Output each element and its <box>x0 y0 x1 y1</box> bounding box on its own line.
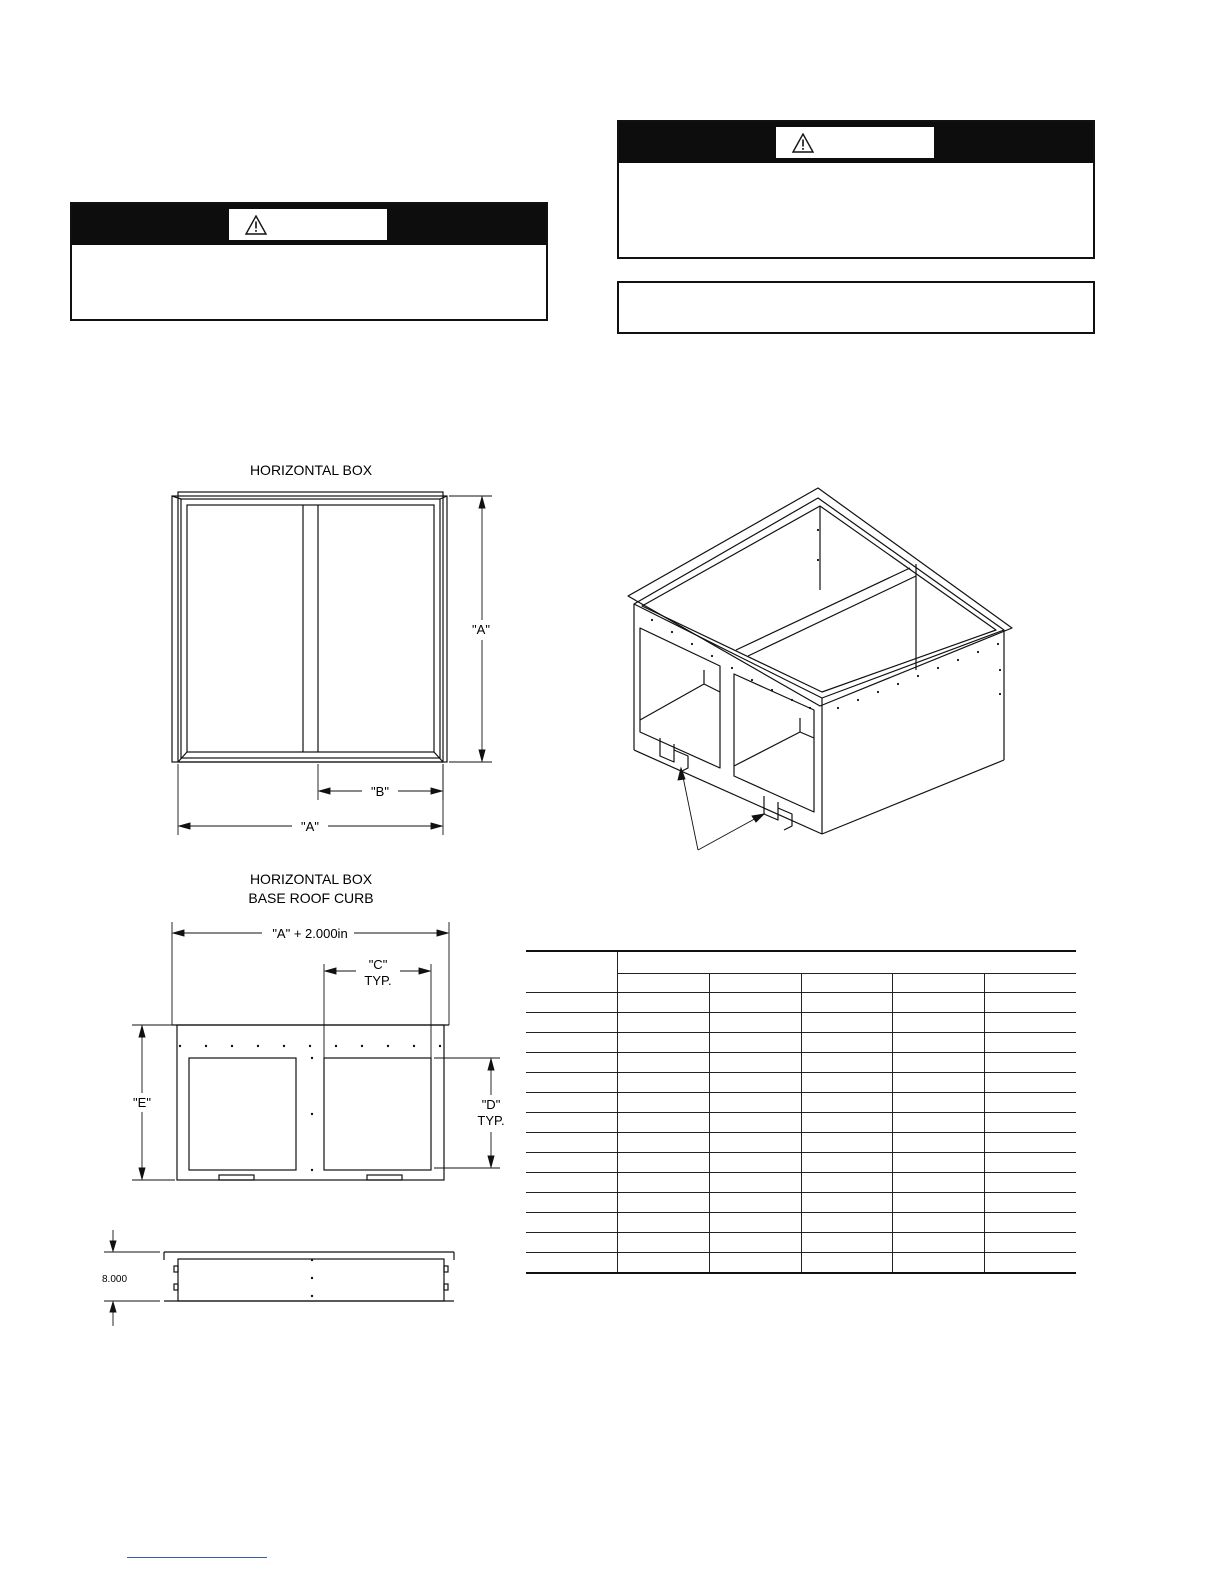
table-header-cell <box>526 951 617 993</box>
table-header-cell <box>709 974 801 993</box>
dim-a-vertical-label: "A" <box>472 622 490 637</box>
table-row <box>526 1173 1076 1193</box>
front-view-title-line-1: HORIZONTAL BOX <box>249 871 373 887</box>
front-view-body <box>172 1025 449 1180</box>
table-header-span-cell <box>617 951 1076 974</box>
dimension-table <box>526 950 1076 1274</box>
table-row <box>526 1073 1076 1093</box>
table-header-row <box>526 951 1076 974</box>
dim-a-plus-label: "A" + 2.000in <box>272 926 348 941</box>
note-box <box>617 281 1095 334</box>
top-view-frame <box>172 492 447 762</box>
curb-drawings-left <box>0 0 560 1400</box>
dim-a-horizontal-label: "A" <box>301 819 319 834</box>
table-row <box>526 1133 1076 1153</box>
dim-height-label: 8.000 <box>102 1274 128 1285</box>
table-header-cell <box>617 974 709 993</box>
table-row <box>526 1233 1076 1253</box>
curb-isometric-drawing <box>600 470 1060 870</box>
table-row <box>526 1013 1076 1033</box>
table-row <box>526 1053 1076 1073</box>
dim-b-label: "B" <box>371 784 389 799</box>
table-header-cell <box>801 974 892 993</box>
warning-label <box>776 127 934 158</box>
front-view-title-line-2: BASE ROOF CURB <box>248 890 374 906</box>
side-view-rivets <box>311 1259 313 1297</box>
table-header-cell <box>984 974 1076 993</box>
table-row <box>526 1193 1076 1213</box>
front-view-rivets <box>179 1045 441 1171</box>
top-view-title: HORIZONTAL BOX <box>249 462 373 478</box>
warning-triangle-icon <box>792 133 814 153</box>
table-row <box>526 1153 1076 1173</box>
dim-c-typ: TYP. <box>364 973 392 988</box>
table-row <box>526 1213 1076 1233</box>
table-header-cell <box>892 974 984 993</box>
dim-c-label: "C" <box>368 957 388 972</box>
table-row <box>526 1033 1076 1053</box>
table-row <box>526 1253 1076 1274</box>
warning-header <box>619 122 1093 163</box>
warning-box-right <box>617 120 1095 259</box>
dim-d-typ: TYP. <box>477 1113 505 1128</box>
table-row <box>526 1113 1076 1133</box>
dim-d-label: "D" <box>481 1097 501 1112</box>
table-row <box>526 993 1076 1013</box>
side-view-body <box>164 1252 454 1301</box>
footer-link-line[interactable] <box>127 1557 267 1558</box>
dim-e-label: "E" <box>133 1095 151 1110</box>
table-row <box>526 1093 1076 1113</box>
